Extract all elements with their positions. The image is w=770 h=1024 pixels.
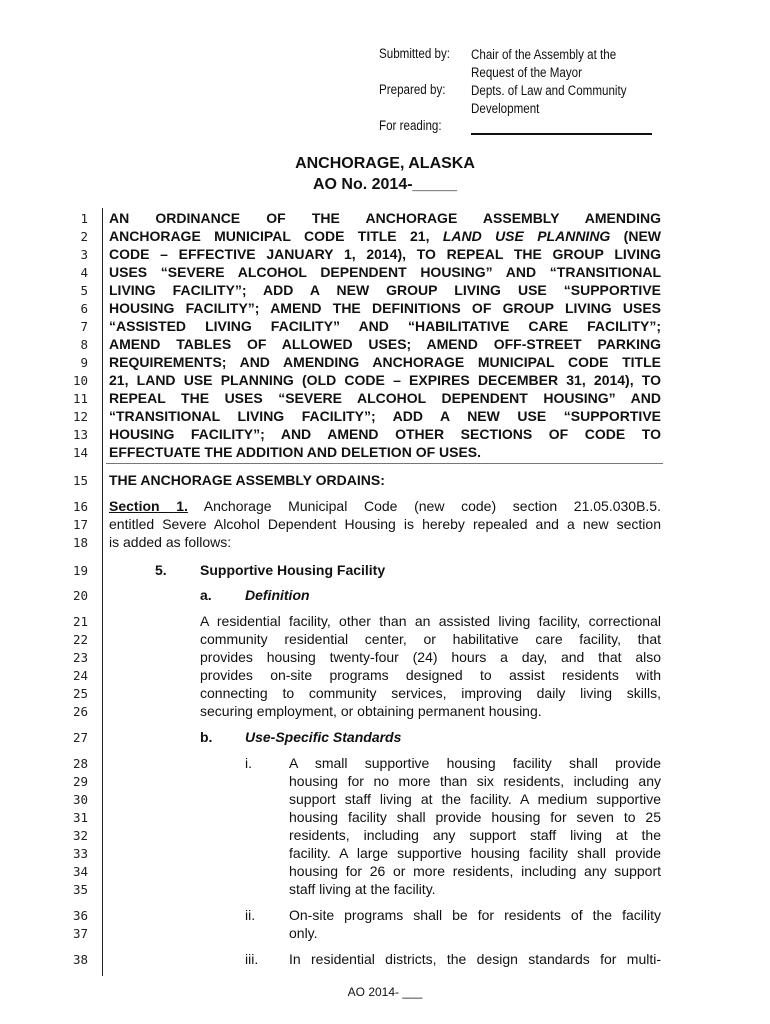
standard-i-number: i. xyxy=(245,755,252,771)
line-number: 35 xyxy=(72,882,88,897)
standard-line: housing facility shall provide housing for seven to 25 xyxy=(289,809,661,825)
line-number: 28 xyxy=(72,756,88,771)
line-number: 16 xyxy=(72,499,88,514)
definition-line: connecting to community services, improving daily living skills, xyxy=(200,685,661,701)
line-number: 6 xyxy=(80,301,88,316)
line-number: 9 xyxy=(80,355,88,370)
ordinance-title-line: HOUSING FACILITY”; AND AMEND OTHER SECTIONS OF CODE TO xyxy=(109,426,661,442)
ordinance-title-line: HOUSING FACILITY”; AMEND THE DEFINITIONS OF GROUP LIVING USES xyxy=(109,300,661,316)
line-number: 18 xyxy=(72,535,88,550)
submitted-by-value: Chair of the Assembly at the Request of the Mayor xyxy=(471,47,617,80)
ordinance-title-line: AMEND TABLES OF ALLOWED USES; AMEND OFF-STREET PARKING xyxy=(109,336,661,352)
line-number: 37 xyxy=(72,926,88,941)
line-number: 38 xyxy=(72,952,88,967)
page-footer: AO 2014- ___ xyxy=(347,985,423,999)
ordinance-title-line: LIVING FACILITY”; ADD A NEW GROUP LIVING USE “SUPPORTIVE xyxy=(109,282,661,298)
standard-line: residents, including any support staff living at the xyxy=(289,827,661,843)
line-number: 8 xyxy=(80,337,88,352)
line-number: 13 xyxy=(72,427,88,442)
item-5-heading: Supportive Housing Facility xyxy=(200,562,386,578)
line-number: 34 xyxy=(72,864,88,879)
line-number: 25 xyxy=(72,686,88,701)
ordinance-title-line: “ASSISTED LIVING FACILITY” AND “HABILITATIVE CARE FACILITY”; xyxy=(109,318,661,334)
sub-b-heading: Use-Specific Standards xyxy=(245,729,402,745)
line-number: 33 xyxy=(72,846,88,861)
line-number: 15 xyxy=(72,473,88,488)
section-1-line: entitled Severe Alcohol Dependent Housing is hereby repealed and a new section xyxy=(109,516,661,532)
standard-line: In residential districts, the design standards for multi- xyxy=(289,951,661,967)
ordinance-title-line: REQUIREMENTS; AND AMENDING ANCHORAGE MUNICIPAL CODE TITLE xyxy=(109,354,661,370)
standard-line: housing for 26 or more residents, including any support xyxy=(289,863,661,879)
line-number: 20 xyxy=(72,588,88,603)
line-number: 24 xyxy=(72,668,88,683)
sub-a-heading: Definition xyxy=(245,587,310,603)
line-number: 23 xyxy=(72,650,88,665)
line-number: 22 xyxy=(72,632,88,647)
assembly-ordains-heading: THE ANCHORAGE ASSEMBLY ORDAINS: xyxy=(109,472,385,488)
line-number: 4 xyxy=(80,265,88,280)
standard-line: On-site programs shall be for residents of the facility xyxy=(289,907,661,923)
line-number: 29 xyxy=(72,774,88,789)
line-number: 36 xyxy=(72,908,88,923)
line-number: 5 xyxy=(80,283,88,298)
ordinance-title-line: AN ORDINANCE OF THE ANCHORAGE ASSEMBLY AMENDING xyxy=(109,210,661,226)
line-number: 2 xyxy=(80,229,88,244)
standard-ii-number: ii. xyxy=(245,907,256,923)
standard-line: support staff living at the facility. A medium supportive xyxy=(289,791,661,807)
section-1-line: Section 1. Anchorage Municipal Code (new code) section 21.05.030B.5. xyxy=(109,498,661,514)
item-5-number: 5. xyxy=(155,562,167,578)
line-number: 14 xyxy=(72,445,88,460)
ordinance-title-line: USES “SEVERE ALCOHOL DEPENDENT HOUSING” AND “TRANSITIONAL xyxy=(109,264,661,280)
definition-line: securing employment, or obtaining permanent housing. xyxy=(200,703,542,719)
definition-line: provides on-site programs designed to assist residents with xyxy=(200,667,661,683)
definition-line: A residential facility, other than an assisted living facility, correctional xyxy=(200,613,661,629)
line-number: 17 xyxy=(72,517,88,532)
line-number: 27 xyxy=(72,730,88,745)
section-1-label: Section 1. xyxy=(109,498,188,514)
line-number: 12 xyxy=(72,409,88,424)
ordinance-title-line: REPEAL THE USES “SEVERE ALCOHOL DEPENDENT HOUSING” AND xyxy=(109,390,661,406)
standard-line: facility. A large supportive housing facility shall provide xyxy=(289,845,661,861)
document-title-city: ANCHORAGE, ALASKA xyxy=(295,155,475,172)
for-reading-label: For reading: xyxy=(379,118,442,133)
line-number: 7 xyxy=(80,319,88,334)
sub-b-letter: b. xyxy=(200,729,213,745)
line-number: 10 xyxy=(72,373,88,388)
ordinance-title-line: CODE – EFFECTIVE JANUARY 1, 2014), TO REPEAL THE GROUP LIVING xyxy=(109,246,661,262)
sub-a-letter: a. xyxy=(200,587,212,603)
standard-iii-number: iii. xyxy=(245,951,259,967)
document-title-ao-number: AO No. 2014-_____ xyxy=(312,176,458,193)
title-separator-rule xyxy=(106,463,663,464)
ordinance-title-line: 21, LAND USE PLANNING (OLD CODE – EXPIRES DECEMBER 31, 2014), TO xyxy=(109,372,661,388)
line-number: 31 xyxy=(72,810,88,825)
line-number: 1 xyxy=(80,211,88,226)
line-number: 32 xyxy=(72,828,88,843)
standard-line: only. xyxy=(289,925,318,941)
for-reading-blank-line xyxy=(471,133,652,135)
line-number: 26 xyxy=(72,704,88,719)
standard-line: housing for no more than six residents, including any xyxy=(289,773,661,789)
ordinance-title-line: EFFECTUATE THE ADDITION AND DELETION OF USES. xyxy=(109,444,482,460)
line-number: 11 xyxy=(72,391,88,406)
line-number: 30 xyxy=(72,792,88,807)
line-number: 21 xyxy=(72,614,88,629)
definition-line: provides housing twenty-four (24) hours a day, and that also xyxy=(200,649,661,665)
standard-line: staff living at the facility. xyxy=(289,881,436,897)
prepared-by-value: Depts. of Law and Community Development xyxy=(471,83,627,116)
ordinance-title-line: ANCHORAGE MUNICIPAL CODE TITLE 21, LAND USE PLANNING (NEW xyxy=(109,228,661,244)
line-number: 3 xyxy=(80,247,88,262)
line-number-margin-rule xyxy=(102,208,103,976)
line-number: 19 xyxy=(72,563,88,578)
submitted-by-label: Submitted by: xyxy=(379,46,450,61)
prepared-by-label: Prepared by: xyxy=(379,82,446,97)
ordinance-title-line: “TRANSITIONAL LIVING FACILITY”; ADD A NEW USE “SUPPORTIVE xyxy=(109,408,661,424)
standard-line: A small supportive housing facility shall provide xyxy=(289,755,661,771)
section-1-line: is added as follows: xyxy=(109,534,232,550)
definition-line: community residential center, or habilitative care facility, that xyxy=(200,631,661,647)
